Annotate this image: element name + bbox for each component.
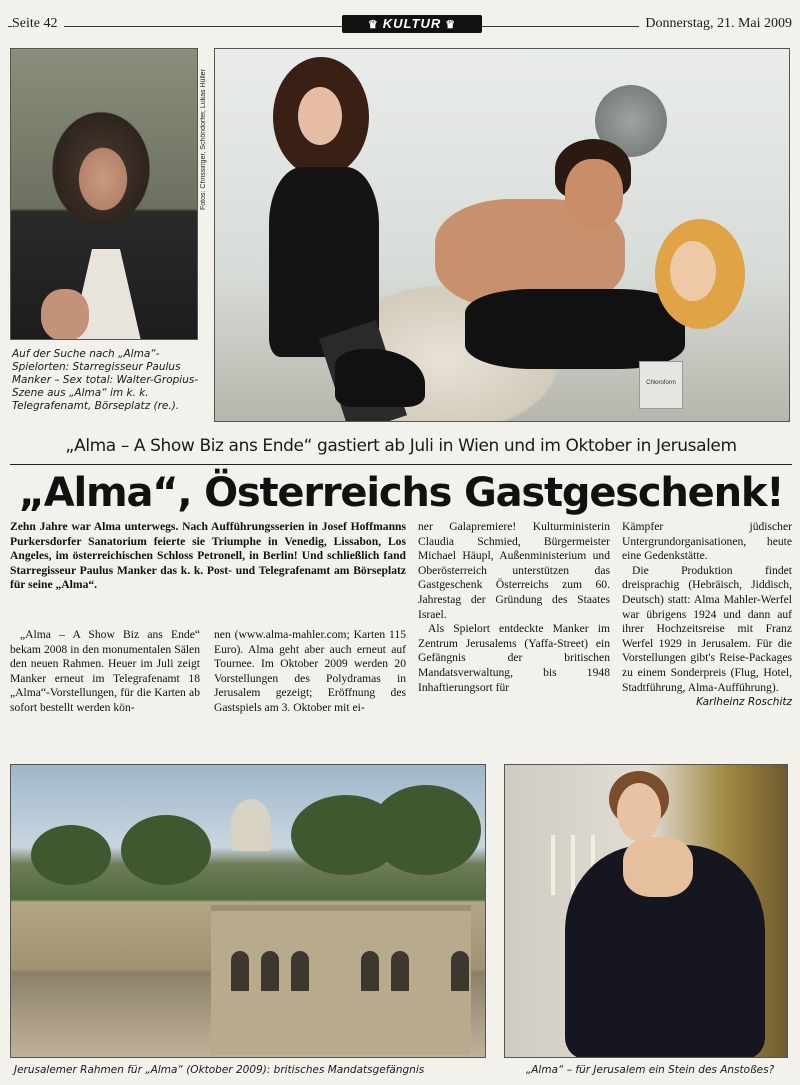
window	[391, 951, 409, 991]
article-column-1	[10, 628, 200, 716]
article-column-3	[418, 520, 610, 695]
body-paragraph: Kämpfer jüdischer Untergrundorganisationen, heute eine Gedenkstätte.	[622, 520, 792, 563]
kicker-headline	[10, 436, 792, 456]
alma-face	[617, 783, 661, 841]
body-paragraph: nen (www.alma-mahler.com; Karten 115 Euro). Alma geht aber auch erneut auf Tournee. Im Oktober 2009 werden 20 Vorstellungen des Polydramas in Jerusalem gezeigt; Eröffnung des Gastspiels am 3. Oktober mit ei-	[214, 628, 406, 714]
candle	[551, 835, 555, 895]
window	[231, 951, 249, 991]
window	[261, 951, 279, 991]
article-author: Karlheinz Roschitz	[696, 696, 792, 709]
body-paragraph: Als Spielort entdeckte Manker im Zentrum Jerusalems (Yaffa-Street) ein Gefängnis der britischen Mandatsverwaltung, bis 1948 Inhaftierungsort für	[418, 622, 610, 694]
scene-woman-lying	[465, 219, 785, 389]
scene-boot	[335, 349, 425, 407]
body-paragraph: ner Galapremiere! Kulturministerin Claudia Schmied, Bürgermeister Michael Häupl, Außenministerium und Oberösterreich unterstützen das Gastgeschenk Österreichs zum 60. Jahrestag der Gründung des Staates Israel.	[418, 520, 610, 621]
scene-woman-standing	[243, 57, 393, 387]
window	[291, 951, 309, 991]
main-headline: „Alma“, Österreichs Gastgeschenk!	[18, 470, 784, 516]
crown-icon: ♛	[445, 19, 457, 31]
chloroform-bottle: Chloroform	[639, 361, 683, 409]
body-paragraph: „Alma – A Show Biz ans Ende“ bekam 2008 in den monumentalen Sälen den neuen Rahmen. Heuer im Juli zeigt Manker erneut im Telegrafenamt 18 „Alma“-Vorstellungen, für die Karten ab sofort bestellt werden kön-	[10, 628, 200, 714]
window	[361, 951, 379, 991]
prison-building	[211, 905, 471, 1055]
portrait-hand	[41, 289, 89, 340]
section-label: KULTUR	[382, 16, 442, 31]
alma-shoulders	[623, 837, 693, 897]
church-dome	[231, 799, 271, 851]
article-column-4	[622, 520, 792, 710]
alma-caption: „Alma“ – für Jerusalem ein Stein des Anstoßes?	[525, 1064, 775, 1076]
body-paragraph: Die Produktion findet dreisprachig (Hebräisch, Jiddisch, Deutsch) statt: Alma Mahler-Werfel war übrigens 1924 und dann auf ihrer Hochzeitsreise mit Franz Werfel 1929 in Jerusalem. Für die Vorstellungen gibt's Reise-Packages zu einem Sonderpreis (Flug, Hotel, Stadtführung, Alma-Aufführung).	[622, 563, 792, 694]
window	[451, 951, 469, 991]
woman-face	[298, 87, 342, 145]
issue-date: Donnerstag, 21. Mai 2009	[639, 16, 792, 32]
portrait-caption: Auf der Suche nach „Alma“-Spielorten: Starregisseur Paulus Manker – Sex total: Walter-Gropius-Szene aus „Alma“ im k. k. Telegrafenamt, Börseplatz (re.).	[12, 348, 199, 412]
woman2-face	[670, 241, 716, 301]
article-lead	[10, 520, 406, 593]
jerusalem-caption: Jerusalemer Rahmen für „Alma“ (Oktober 2009): britisches Mandatsgefängnis	[14, 1064, 425, 1076]
tree	[31, 825, 111, 885]
kicker-rule	[10, 464, 792, 465]
lead-paragraph: Zehn Jahre war Alma unterwegs. Nach Aufführungsserien in Josef Hoffmanns Purkersdorfer Sanatorium feierte sie Triumphe in Venedig, Lissabon, Los Angeles, im österreichischen Schloss Petronell, in Berlin! Und schließlich fand Starregisseur Paulus Manker das k. k. Post- und Telegrafenamt am Börseplatz für seine „Alma“.	[10, 520, 406, 592]
tree	[121, 815, 211, 885]
kicker-text: „Alma – A Show Biz ans Ende“ gastiert ab Juli in Wien und im Oktober in Jerusalem	[65, 436, 737, 456]
tree	[371, 785, 481, 875]
alma-photo	[504, 764, 788, 1058]
woman2-dress	[465, 289, 685, 369]
scene-photo	[214, 48, 790, 422]
jerusalem-photo	[10, 764, 486, 1058]
section-badge	[342, 15, 482, 33]
crown-icon: ♛	[367, 19, 379, 31]
page-header	[8, 14, 792, 36]
candle	[571, 835, 575, 895]
photo-credit: Fotos: Chrissinger, Schöndorfer, Lukas Hüller	[200, 69, 207, 210]
page-number: Seite 42	[12, 16, 64, 32]
portrait-photo	[10, 48, 198, 340]
article-column-2	[214, 628, 406, 716]
